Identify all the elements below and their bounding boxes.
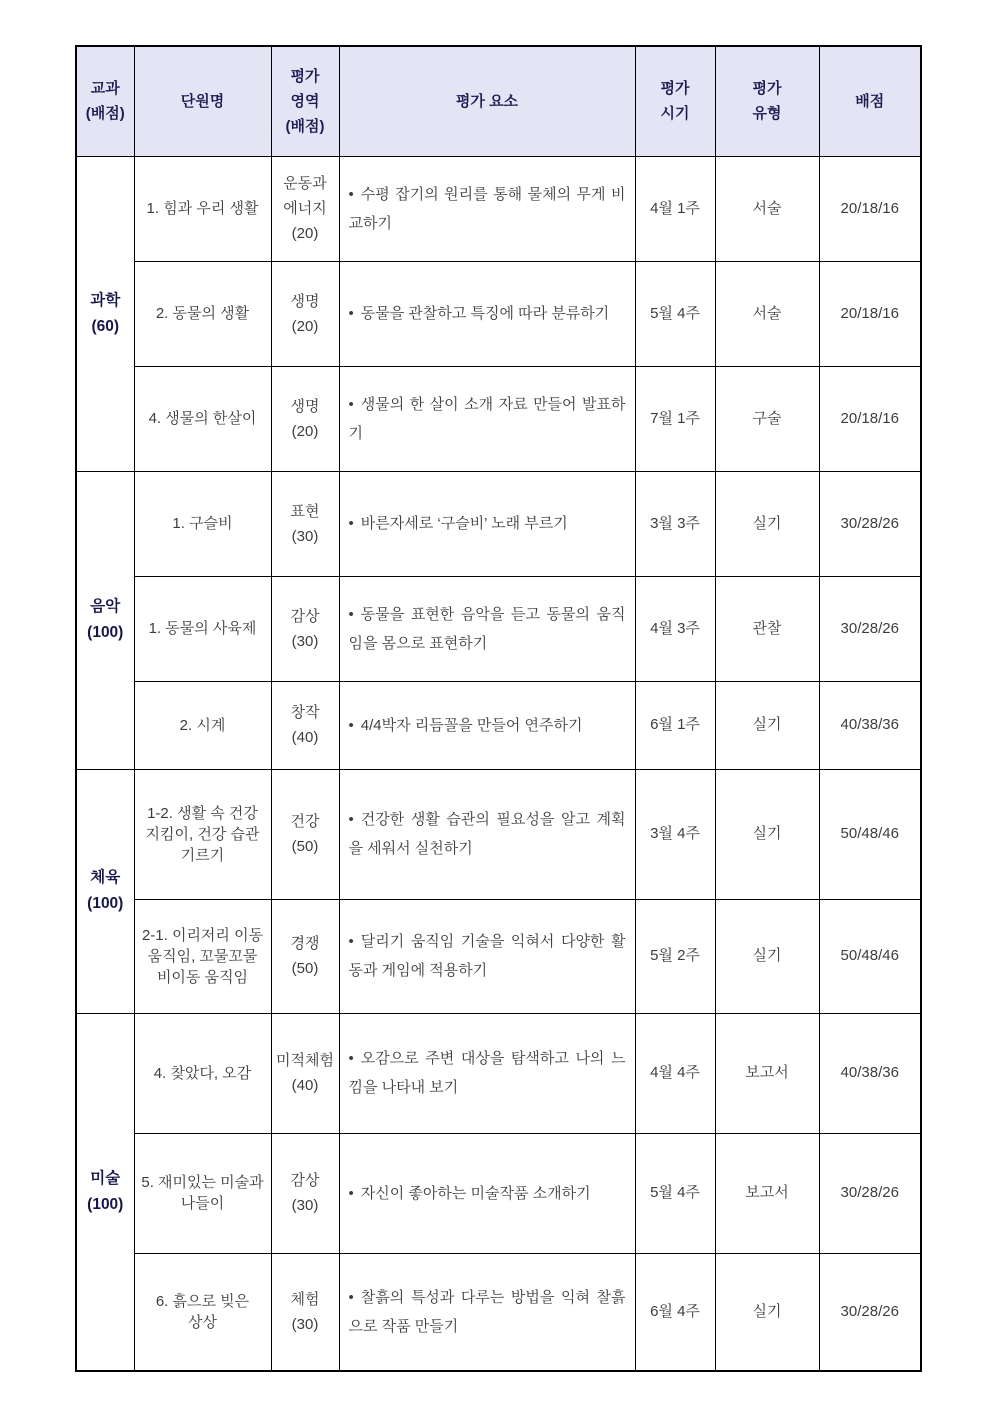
element-text: 생물의 한 살이 소개 자료 만들어 발표하기 — [348, 395, 626, 442]
header-line: 평가 — [752, 80, 782, 98]
points-cell: 40/38/36 — [819, 1013, 921, 1133]
element-cell — [339, 769, 635, 899]
element-text: 건강한 생활 습관의 필요성을 알고 계획을 세워서 실천하기 — [348, 811, 626, 857]
unit-cell: 1. 힘과 우리 생활 — [134, 156, 271, 261]
area-cell — [271, 156, 339, 261]
element-cell — [339, 681, 635, 769]
area-name: 미적체험 — [276, 1052, 334, 1069]
period-cell: 3월 4주 — [635, 769, 715, 899]
area-cell — [271, 899, 339, 1013]
period-cell: 5월 4주 — [635, 261, 715, 366]
subject-name: 체육 — [90, 869, 121, 886]
area-points: (30) — [291, 1315, 319, 1333]
bullet-icon: • — [348, 1288, 354, 1306]
points-cell: 20/18/16 — [819, 261, 921, 366]
type-cell: 보고서 — [715, 1013, 819, 1133]
points-cell: 30/28/26 — [819, 471, 921, 576]
points-cell: 20/18/16 — [819, 156, 921, 261]
area-cell — [271, 576, 339, 681]
element-text: 오감으로 주변 대상을 탐색하고 나의 느낌을 나타내 보기 — [348, 1050, 626, 1096]
subject-cell — [76, 471, 134, 769]
points-cell: 20/18/16 — [819, 366, 921, 471]
bullet-icon: • — [348, 1184, 354, 1202]
area-points: (40) — [291, 1077, 319, 1094]
area-name: 감상 — [290, 1172, 320, 1189]
subject-name: 과학 — [90, 291, 121, 309]
period-cell: 6월 1주 — [635, 681, 715, 769]
period-cell: 3월 3주 — [635, 471, 715, 576]
element-text: 수평 잡기의 원리를 통해 물체의 무게 비교하기 — [348, 185, 626, 232]
header-unit — [134, 46, 271, 156]
header-line: 평가 — [290, 67, 320, 85]
element-cell — [339, 471, 635, 576]
table-row — [76, 261, 921, 366]
header-area — [271, 46, 339, 156]
period-cell: 6월 4주 — [635, 1253, 715, 1371]
area-name: 운동과 에너지 — [283, 175, 327, 217]
header-line: (배점) — [85, 105, 125, 123]
bullet-icon: • — [348, 515, 354, 532]
area-cell — [271, 1253, 339, 1371]
bullet-icon: • — [348, 395, 354, 413]
header-line: 영역 — [290, 92, 320, 110]
type-cell: 서술 — [715, 261, 819, 366]
points-cell: 50/48/46 — [819, 899, 921, 1013]
unit-cell: 1-2. 생활 속 건강 지킴이, 건강 습관 기르기 — [134, 769, 271, 899]
points-cell: 30/28/26 — [819, 1133, 921, 1253]
header-line: 배점 — [855, 92, 885, 110]
header-element — [339, 46, 635, 156]
bullet-icon: • — [348, 811, 354, 828]
type-cell: 실기 — [715, 769, 819, 899]
area-cell — [271, 681, 339, 769]
area-points: (20) — [291, 317, 319, 335]
points-cell: 30/28/26 — [819, 1253, 921, 1371]
bullet-icon: • — [348, 716, 354, 734]
area-name: 표현 — [290, 502, 320, 520]
area-name: 감상 — [290, 607, 320, 625]
header-subject — [76, 46, 134, 156]
header-points — [819, 46, 921, 156]
points-cell: 40/38/36 — [819, 681, 921, 769]
period-cell: 7월 1주 — [635, 366, 715, 471]
type-cell: 보고서 — [715, 1133, 819, 1253]
type-cell: 실기 — [715, 681, 819, 769]
element-text: 4/4박자 리듬꼴을 만들어 연주하기 — [360, 716, 583, 734]
subject-name: 음악 — [90, 598, 121, 615]
subject-points: (60) — [91, 317, 120, 335]
table-row — [76, 681, 921, 769]
table-row — [76, 366, 921, 471]
area-points: (30) — [291, 1197, 319, 1214]
area-cell — [271, 261, 339, 366]
header-line: 평가 요소 — [455, 92, 519, 110]
table-row — [76, 576, 921, 681]
unit-cell: 2-1. 이리저리 이동 움직임, 꼬물꼬물 비이동 움직임 — [134, 899, 271, 1013]
element-text: 바른자세로 ‘구슬비’ 노래 부르기 — [360, 515, 568, 532]
area-points: (50) — [291, 960, 319, 977]
element-cell — [339, 899, 635, 1013]
element-cell — [339, 366, 635, 471]
points-cell: 30/28/26 — [819, 576, 921, 681]
period-cell: 5월 4주 — [635, 1133, 715, 1253]
area-points: (30) — [291, 632, 319, 650]
header-row — [76, 46, 921, 156]
header-period — [635, 46, 715, 156]
area-name: 생명 — [290, 292, 320, 310]
header-type — [715, 46, 819, 156]
header-line: 유형 — [752, 105, 782, 123]
period-cell: 4월 1주 — [635, 156, 715, 261]
type-cell: 서술 — [715, 156, 819, 261]
element-cell — [339, 576, 635, 681]
table-row — [76, 769, 921, 899]
element-cell — [339, 1253, 635, 1371]
element-cell — [339, 1133, 635, 1253]
area-name: 창작 — [290, 704, 320, 721]
table-row — [76, 1013, 921, 1133]
area-points: (20) — [291, 422, 319, 440]
type-cell: 실기 — [715, 899, 819, 1013]
unit-cell: 4. 찾았다, 오감 — [134, 1013, 271, 1133]
area-points: (50) — [291, 838, 319, 855]
area-name: 경쟁 — [290, 935, 320, 952]
table-row — [76, 471, 921, 576]
area-cell — [271, 1133, 339, 1253]
area-cell — [271, 769, 339, 899]
bullet-icon: • — [348, 305, 354, 322]
unit-cell: 4. 생물의 한살이 — [134, 366, 271, 471]
period-cell: 4월 4주 — [635, 1013, 715, 1133]
area-name: 체험 — [290, 1290, 320, 1308]
subject-cell — [76, 1013, 134, 1371]
element-cell — [339, 1013, 635, 1133]
subject-points: (100) — [87, 1195, 124, 1213]
header-line: 평가 — [660, 80, 690, 98]
header-line: 교과 — [90, 80, 120, 98]
table-row — [76, 1133, 921, 1253]
bullet-icon: • — [348, 933, 354, 950]
area-name: 건강 — [290, 813, 320, 830]
area-points: (40) — [291, 729, 319, 746]
type-cell: 실기 — [715, 471, 819, 576]
subject-cell — [76, 156, 134, 471]
subject-points: (100) — [87, 624, 124, 641]
type-cell: 관찰 — [715, 576, 819, 681]
element-cell — [339, 156, 635, 261]
element-text: 동물을 관찰하고 특징에 따라 분류하기 — [360, 305, 610, 322]
type-cell: 구술 — [715, 366, 819, 471]
area-cell — [271, 471, 339, 576]
element-cell — [339, 261, 635, 366]
header-line: 단원명 — [180, 92, 225, 110]
points-cell: 50/48/46 — [819, 769, 921, 899]
bullet-icon: • — [348, 1050, 354, 1067]
period-cell: 4월 3주 — [635, 576, 715, 681]
bullet-icon: • — [348, 185, 354, 203]
table-row — [76, 156, 921, 261]
bullet-icon: • — [348, 605, 354, 623]
area-cell — [271, 366, 339, 471]
area-name: 생명 — [290, 397, 320, 415]
period-cell: 5월 2주 — [635, 899, 715, 1013]
area-points: (20) — [291, 225, 319, 242]
header-line: (배점) — [285, 117, 325, 135]
table-row — [76, 899, 921, 1013]
unit-cell: 1. 동물의 사육제 — [134, 576, 271, 681]
area-cell — [271, 1013, 339, 1133]
unit-cell: 5. 재미있는 미술과 나들이 — [134, 1133, 271, 1253]
element-text: 동물을 표현한 음악을 듣고 동물의 움직임을 몸으로 표현하기 — [348, 605, 626, 652]
subject-points: (100) — [87, 895, 124, 912]
subject-cell — [76, 769, 134, 1013]
evaluation-plan-table — [75, 45, 922, 1372]
type-cell: 실기 — [715, 1253, 819, 1371]
unit-cell: 2. 시계 — [134, 681, 271, 769]
header-line: 시기 — [660, 105, 690, 123]
unit-cell: 2. 동물의 생활 — [134, 261, 271, 366]
table-row — [76, 1253, 921, 1371]
unit-cell: 1. 구슬비 — [134, 471, 271, 576]
subject-name: 미술 — [90, 1169, 121, 1187]
element-text: 자신이 좋아하는 미술작품 소개하기 — [360, 1184, 591, 1202]
element-text: 찰흙의 특성과 다루는 방법을 익혀 찰흙으로 작품 만들기 — [348, 1288, 626, 1335]
unit-cell: 6. 흙으로 빚은 상상 — [134, 1253, 271, 1371]
element-text: 달리기 움직임 기술을 익혀서 다양한 활동과 게임에 적용하기 — [348, 933, 626, 979]
area-points: (30) — [291, 527, 319, 545]
